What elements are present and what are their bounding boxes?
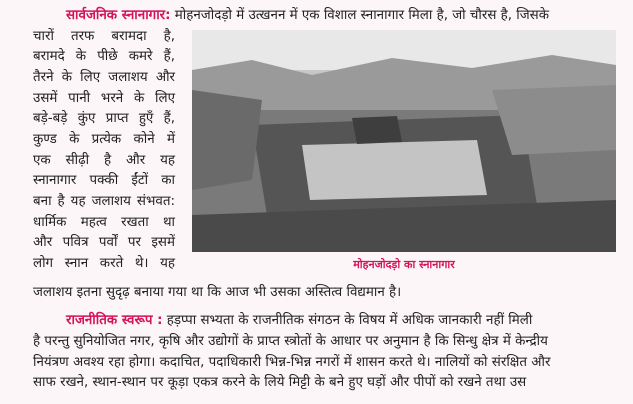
text-line: लोग स्नान करते थे। यह [33, 256, 175, 271]
text-line: बरामदे के पीछे कमरे हैं, [33, 49, 175, 64]
text-line: नियंत्रण अवश्य रहा होगा। कदाचित, पदाधिकारी भिन्न-भिन्न नगरों में शासन करते थे। नालियों को संरक्षित और [33, 355, 551, 370]
text-line: साफ रखने, स्थान-स्थान पर कूड़ा एकत्र करने के लिये मिट्टी के बने हुए घड़ों और पीपों को रखने तथा उस [33, 375, 527, 390]
text-line: है परन्तु सुनियोजित नगर, कृषि और उद्योगों के प्राप्त स्त्रोतों के आधार पर अनुमान है कि सिन्धु क्षेत्र में केन्द्रीय [33, 334, 548, 349]
text-line: उसमें पानी भरने के लिए [33, 91, 175, 106]
photo-caption: मोहनजोदड़ो का स्नानागार [353, 258, 455, 271]
section-line [66, 313, 532, 329]
paragraph-text: हड़प्पा सभ्यता के राजनीतिक संगठन के विषय में अधिक जानकारी नहीं मिली [166, 313, 533, 328]
section-heading-political: राजनीतिक स्वरूप : [66, 313, 163, 328]
text-line: जलाशय इतना सुदृढ़ बनाया गया था कि आज भी उसका अस्तित्व विद्यमान है। [33, 285, 402, 300]
text-line: चारों तरफ बरामदा है, [33, 29, 175, 44]
text-line: धार्मिक महत्व रखता था [33, 215, 175, 230]
text-line: बना है यह जलाशय संभवत: [33, 194, 175, 209]
text-line: बड़े-बड़े कुंए प्राप्त हुएँ हैं, [33, 111, 175, 126]
section-heading-public-bath: सार्वजनिक स्नानागार: [66, 8, 171, 23]
great-bath-photo [192, 30, 616, 252]
paragraph-text: मोहनजोदड़ो में उत्खनन में एक विशाल स्नानागार मिला है, जो चौरस है, जिसके [174, 8, 549, 23]
text-line: तैरने के लिए जलाशय और [33, 70, 175, 85]
text-line: और पवित्र पर्वों पर इसमें [33, 235, 175, 250]
great-bath-illustration [192, 30, 616, 252]
text-line: कुण्ड के प्रत्येक कोने में [33, 132, 175, 147]
text-line: स्नानागार पक्की ईंटों का [33, 173, 175, 188]
text-line: एक सीढ़ी है और यह [33, 153, 175, 168]
section-line [66, 8, 549, 24]
